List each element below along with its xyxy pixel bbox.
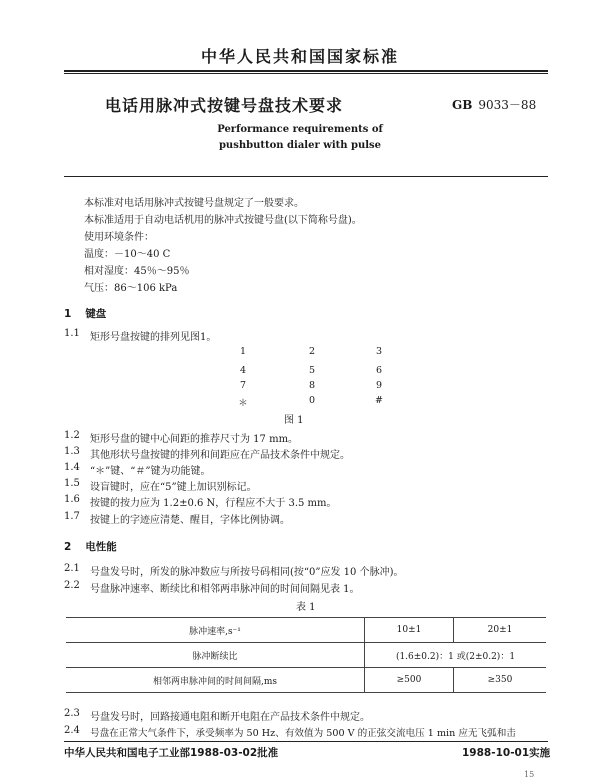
section-1-number: 1 bbox=[64, 308, 72, 320]
clause-number: 1.7 bbox=[64, 511, 80, 522]
key-0: 0 bbox=[308, 395, 316, 406]
table-cell-label: 相邻两串脉冲间的时间间隔,ms bbox=[66, 668, 365, 693]
table-cell-value-1: ≥500 bbox=[365, 668, 454, 693]
table-cell-label: 脉冲断续比 bbox=[66, 643, 365, 668]
clause-1-1-number: 1.1 bbox=[64, 328, 80, 339]
clause-text: 按键上的字迹应清楚、醒目，字体比例协调。 bbox=[90, 515, 290, 526]
key-hash: # bbox=[375, 395, 383, 406]
section-2-number: 2 bbox=[64, 541, 72, 553]
figure-1-caption: 图 1 bbox=[284, 415, 304, 426]
table-row bbox=[66, 668, 546, 693]
footer-rule bbox=[64, 741, 548, 742]
clause-number: 1.5 bbox=[64, 478, 80, 489]
intro-line-5: 相对湿度：45％～95％ bbox=[84, 266, 190, 277]
key-4: 4 bbox=[239, 365, 247, 376]
header-rule-top bbox=[64, 70, 548, 72]
clause-text: 矩形号盘的键中心间距的推荐尺寸为 17 mm。 bbox=[90, 434, 299, 445]
key-8: 8 bbox=[308, 380, 316, 391]
key-9: 9 bbox=[375, 380, 383, 391]
key-6: 6 bbox=[375, 365, 383, 376]
approval-line: 中华人民共和国电子工业部1988-03-02批准 bbox=[64, 747, 279, 759]
table-row bbox=[66, 643, 546, 668]
clause-number: 1.3 bbox=[64, 446, 80, 457]
table-cell-value-2: ≥350 bbox=[454, 668, 547, 693]
clause-number: 2.2 bbox=[64, 580, 80, 591]
english-title-line2: pushbutton dialer with pulse bbox=[218, 140, 382, 151]
section-1-title: 键盘 bbox=[85, 308, 107, 320]
section-2-title: 电性能 bbox=[85, 541, 117, 553]
section-2-heading bbox=[64, 539, 117, 554]
content-rule bbox=[64, 176, 548, 177]
table-cell-value-1: 10±1 bbox=[365, 618, 454, 643]
key-7: 7 bbox=[239, 380, 247, 391]
table-cell-value-merged: (1.6±0.2)：1 或(2±0.2)：1 bbox=[365, 643, 547, 668]
english-title-line1: Performance requirements of bbox=[217, 124, 383, 135]
clause-text: 按键的按力应为 1.2±0.6 N，行程应不大于 3.5 mm。 bbox=[90, 498, 337, 509]
document-title: 电话用脉冲式按键号盘技术要求 bbox=[105, 96, 344, 115]
document-number bbox=[452, 96, 536, 113]
clause-text: 号盘脉冲速率、断续比和相邻两串脉冲间的时间间隔见表 1。 bbox=[90, 584, 360, 595]
clause-text: “＊”键、“＃”键为功能键。 bbox=[90, 466, 211, 477]
implementation-date: 1988-10-01实施 bbox=[462, 747, 551, 759]
key-3: 3 bbox=[375, 346, 383, 357]
clause-number: 1.4 bbox=[64, 462, 80, 473]
clause-number: 2.1 bbox=[64, 563, 80, 574]
header-rule-bottom bbox=[64, 73, 548, 74]
intro-line-6: 气压：86～106 kPa bbox=[84, 283, 178, 294]
clause-number: 1.6 bbox=[64, 494, 80, 505]
key-star: ＊ bbox=[238, 398, 248, 409]
clause-1-1-text: 矩形号盘按键的排列见图1。 bbox=[90, 332, 217, 343]
intro-line-1: 本标准对电话用脉冲式按键号盘规定了一般要求。 bbox=[84, 198, 304, 209]
clause-text: 设盲键时，应在“5”键上加识别标记。 bbox=[90, 482, 257, 493]
clause-text: 号盘发号时，所发的脉冲数应与所按号码相同(按“0”应发 10 个脉冲)。 bbox=[90, 567, 404, 578]
clause-text: 其他形状号盘按键的排列和间距应在产品技术条件中规定。 bbox=[90, 450, 350, 461]
clause-text: 号盘在正常大气条件下，承受频率为 50 Hz、有效值为 500 V 的正弦交流电压 1 min 应无飞弧和击 bbox=[90, 728, 516, 739]
key-2: 2 bbox=[308, 346, 316, 357]
doc-number-prefix: GB bbox=[452, 98, 473, 112]
table-cell-label: 脉冲速率,s⁻¹ bbox=[66, 618, 365, 643]
intro-line-4: 温度：－10～40 C bbox=[84, 249, 171, 260]
page-number: 15 bbox=[524, 770, 535, 779]
key-1: 1 bbox=[239, 346, 247, 357]
standard-name: 中华人民共和国国家标准 bbox=[200, 47, 399, 66]
intro-line-2: 本标准适用于自动电话机用的脉冲式按键号盘(以下简称号盘)。 bbox=[84, 215, 362, 226]
key-5: 5 bbox=[308, 365, 316, 376]
table-cell-value-2: 20±1 bbox=[454, 618, 547, 643]
table-1-caption: 表 1 bbox=[296, 602, 316, 613]
table-row bbox=[66, 618, 546, 643]
clause-text: 号盘发号时，回路接通电阻和断开电阻在产品技术条件中规定。 bbox=[90, 712, 370, 723]
clause-number: 1.2 bbox=[64, 430, 80, 441]
doc-number-value: 9033－88 bbox=[478, 98, 537, 112]
table-1 bbox=[66, 617, 546, 693]
clause-number: 2.3 bbox=[64, 708, 80, 719]
clause-number: 2.4 bbox=[64, 725, 80, 736]
intro-line-3: 使用环境条件： bbox=[84, 232, 154, 243]
section-1-heading bbox=[64, 306, 106, 321]
